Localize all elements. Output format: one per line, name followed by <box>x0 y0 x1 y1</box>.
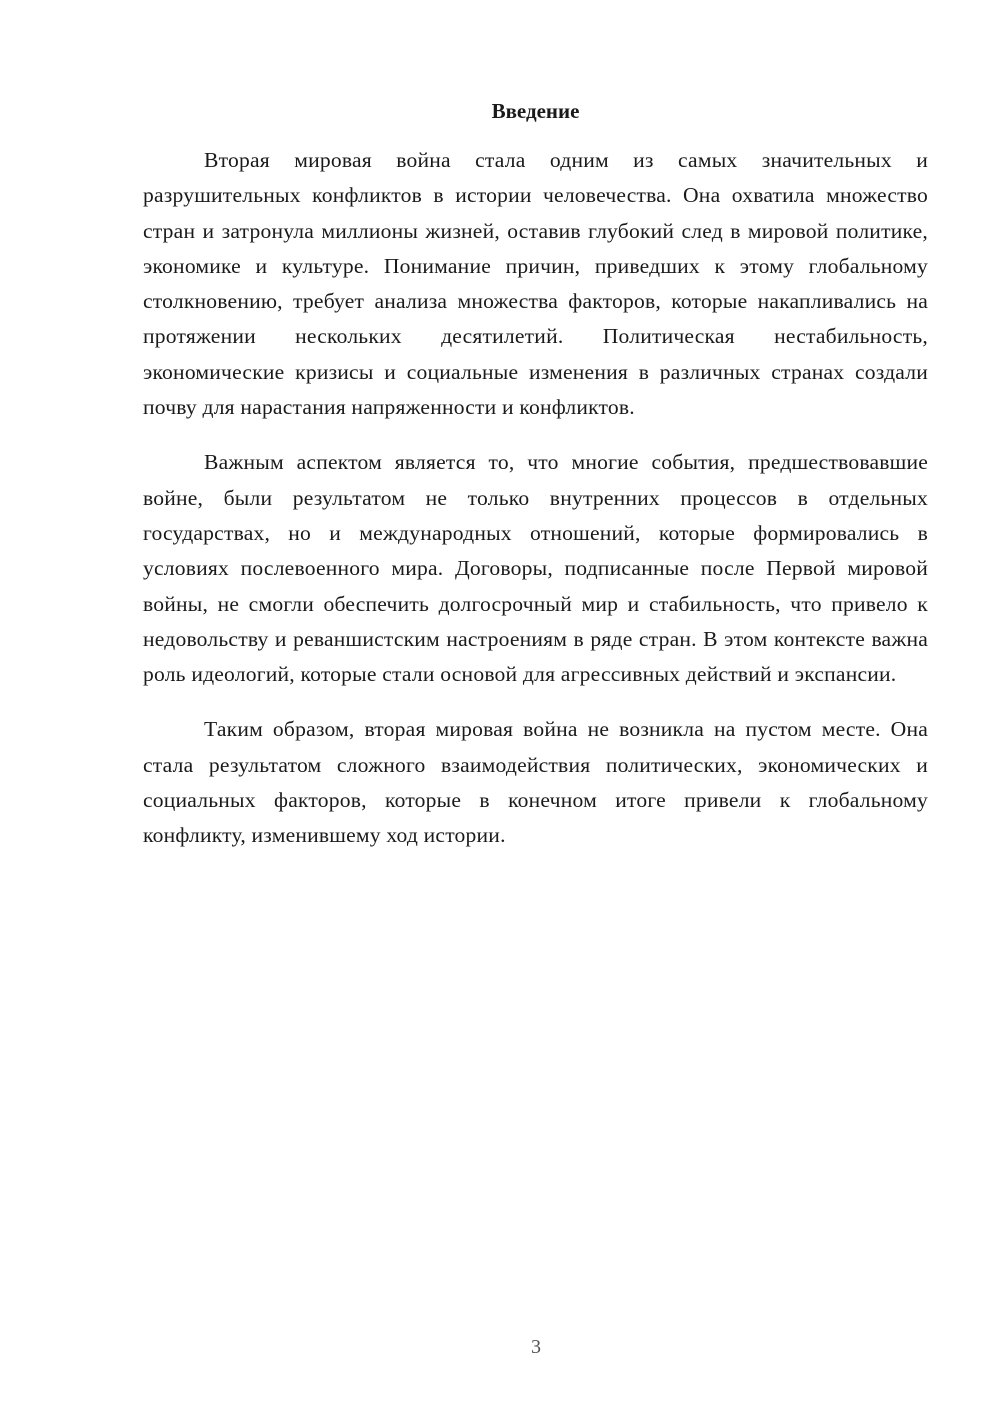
paragraph-1: Вторая мировая война стала одним из самых значительных и разрушительных конфликтов в истории человечества. Она охватила множество стран и затронула миллионы жизней, оставив глубокий след в мировой политике, экономике и культуре. Понимание причин, приведших к этому глобальному столкновению, требует анализа множества факторов, которые накапливались на протяжении нескольких десятилетий. Политическая нестабильность, экономические кризисы и социальные изменения в различных странах создали почву для нарастания напряженности и конфликтов. <box>143 148 928 420</box>
paragraph-2: Важным аспектом является то, что многие события, предшествовавшие войне, были результатом не только внутренних процессов в отдельных государствах, но и международных отношений, которые формировались в условиях послевоенного мира. Договоры, подписанные после Первой мировой войны, не смогли обеспечить долгосрочный мир и стабильность, что привело к недовольству и реваншистским настроениям в ряде стран. В этом контексте важна роль идеологий, которые стали основой для агрессивных действий и экспансии. <box>143 450 928 687</box>
body-text <box>143 143 928 874</box>
page-number: 3 <box>531 1336 541 1358</box>
paragraph-3: Таким образом, вторая мировая война не возникла на пустом месте. Она стала результатом сложного взаимодействия политических, экономических и социальных факторов, которые в конечном итоге привели к глобальному конфликту, изменившему ход истории. <box>143 717 928 848</box>
section-heading: Введение <box>491 99 580 123</box>
